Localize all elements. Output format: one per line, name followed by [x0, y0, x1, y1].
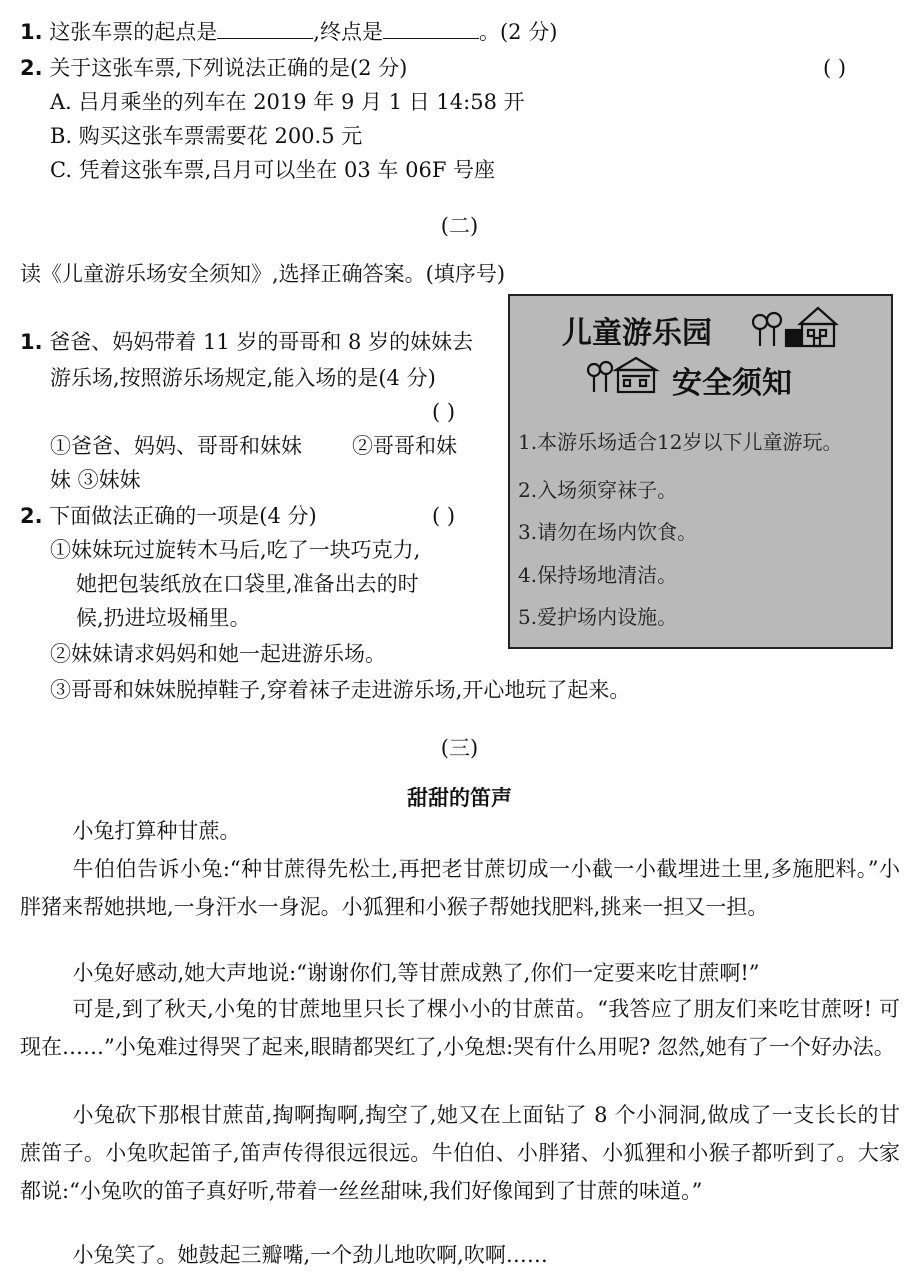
q2-line: 2. 关于这张车票,下列说法正确的是(2 分) — [20, 56, 408, 80]
s2-q2-option3: ③哥哥和妹妹脱掉鞋子,穿着袜子走进游乐场,开心地玩了起来。 — [50, 678, 631, 702]
q1-line: 1. 这张车票的起点是 ,终点是 。(2 分) — [20, 20, 558, 44]
s2-q2-option1-line2: 她把包装纸放在口袋里,准备出去的时 — [76, 572, 419, 596]
notice-rule-3: 3.请勿在场内饮食。 — [518, 520, 698, 544]
story-paragraph-5: 小兔砍下那根甘蔗苗,掏啊掏啊,掏空了,她又在上面钻了 8 个小洞洞,做成了一支长长的甘蔗笛子。小兔吹起笛子,笛声传得很远很远。牛伯伯、小胖猪、小狐狸和小猴子都听到了。大家都说:“小兔吹的笛子真好听,带着一丝丝甜味,我们好像闻到了甘蔗的味道。” — [20, 1103, 900, 1203]
s2-q1-line2: 游乐场,按照游乐场规定,能入场的是(4 分) — [50, 366, 436, 390]
s2-q1-line1: 1. 爸爸、妈妈带着 11 岁的哥哥和 8 岁的妹妹去 — [20, 330, 474, 354]
start-blank[interactable] — [217, 20, 313, 39]
notice-rule-1: 1.本游乐场适合12岁以下儿童游玩。 — [518, 430, 843, 454]
notice-title-line2: 安全须知 — [672, 366, 792, 401]
end-blank[interactable] — [383, 20, 479, 39]
section-heading-3: (三) — [440, 736, 479, 760]
story-title: 甜甜的笛声 — [407, 786, 512, 810]
option-a: A. 吕月乘坐的列车在 2019 年 9 月 1 日 14:58 开 — [50, 90, 525, 114]
s2-q1-answer-paren[interactable]: ( ) — [432, 400, 456, 424]
story-paragraph-6: 小兔笑了。她鼓起三瓣嘴,一个劲儿地吹啊,吹啊…… — [72, 1243, 548, 1267]
q2-answer-paren[interactable]: ( ) — [823, 56, 847, 80]
s2-q2-option2: ②妹妹请求妈妈和她一起进游乐场。 — [50, 642, 386, 666]
s2-q1-options-line1: ①爸爸、妈妈、哥哥和妹妹 ②哥哥和妹 — [50, 434, 457, 458]
option-c: C. 凭着这张车票,吕月可以坐在 03 车 06F 号座 — [50, 158, 496, 182]
notice-rule-4: 4.保持场地清洁。 — [518, 563, 678, 587]
notice-rule-5: 5.爱护场内设施。 — [518, 605, 678, 629]
story-paragraph-4: 可是,到了秋天,小兔的甘蔗地里只长了棵小小的甘蔗苗。“我答应了朋友们来吃甘蔗呀! 可现在……”小兔难过得哭了起来,眼睛都哭红了,小兔想:哭有什么用呢? 忽然,她有了一个好办法。 — [20, 997, 900, 1059]
s2-q2-answer-paren[interactable]: ( ) — [432, 504, 456, 528]
section2-instruction: 读《儿童游乐场安全须知》,选择正确答案。(填序号) — [20, 262, 506, 286]
s2-q1-options-line2: 妹 ③妹妹 — [50, 468, 141, 492]
notice-rule-2: 2.入场须穿袜子。 — [518, 478, 678, 502]
story-paragraph-3: 小兔好感动,她大声地说:“谢谢你们,等甘蔗成熟了,你们一定要来吃甘蔗啊!” — [72, 961, 760, 985]
trees-house-icon — [750, 302, 840, 354]
story-paragraph-1: 小兔打算种甘蔗。 — [72, 819, 241, 843]
s2-q2-line: 2. 下面做法正确的一项是(4 分) — [20, 504, 317, 528]
s2-q2-option1-line1: ①妹妹玩过旋转木马后,吃了一块巧克力, — [50, 538, 421, 562]
option-b: B. 购买这张车票需要花 200.5 元 — [50, 124, 363, 148]
trees-house-icon-2 — [586, 356, 660, 396]
section-heading-2: (二) — [440, 214, 479, 238]
s2-q2-option1-line3: 候,扔进垃圾桶里。 — [76, 606, 251, 630]
notice-title-line1: 儿童游乐园 — [562, 316, 712, 351]
safety-notice-box — [508, 294, 893, 649]
story-paragraph-2: 牛伯伯告诉小兔:“种甘蔗得先松土,再把老甘蔗切成一小截一小截埋进土里,多施肥料。”小胖猪来帮她拱地,一身汗水一身泥。小狐狸和小猴子帮她找肥料,挑来一担又一担。 — [20, 857, 900, 919]
